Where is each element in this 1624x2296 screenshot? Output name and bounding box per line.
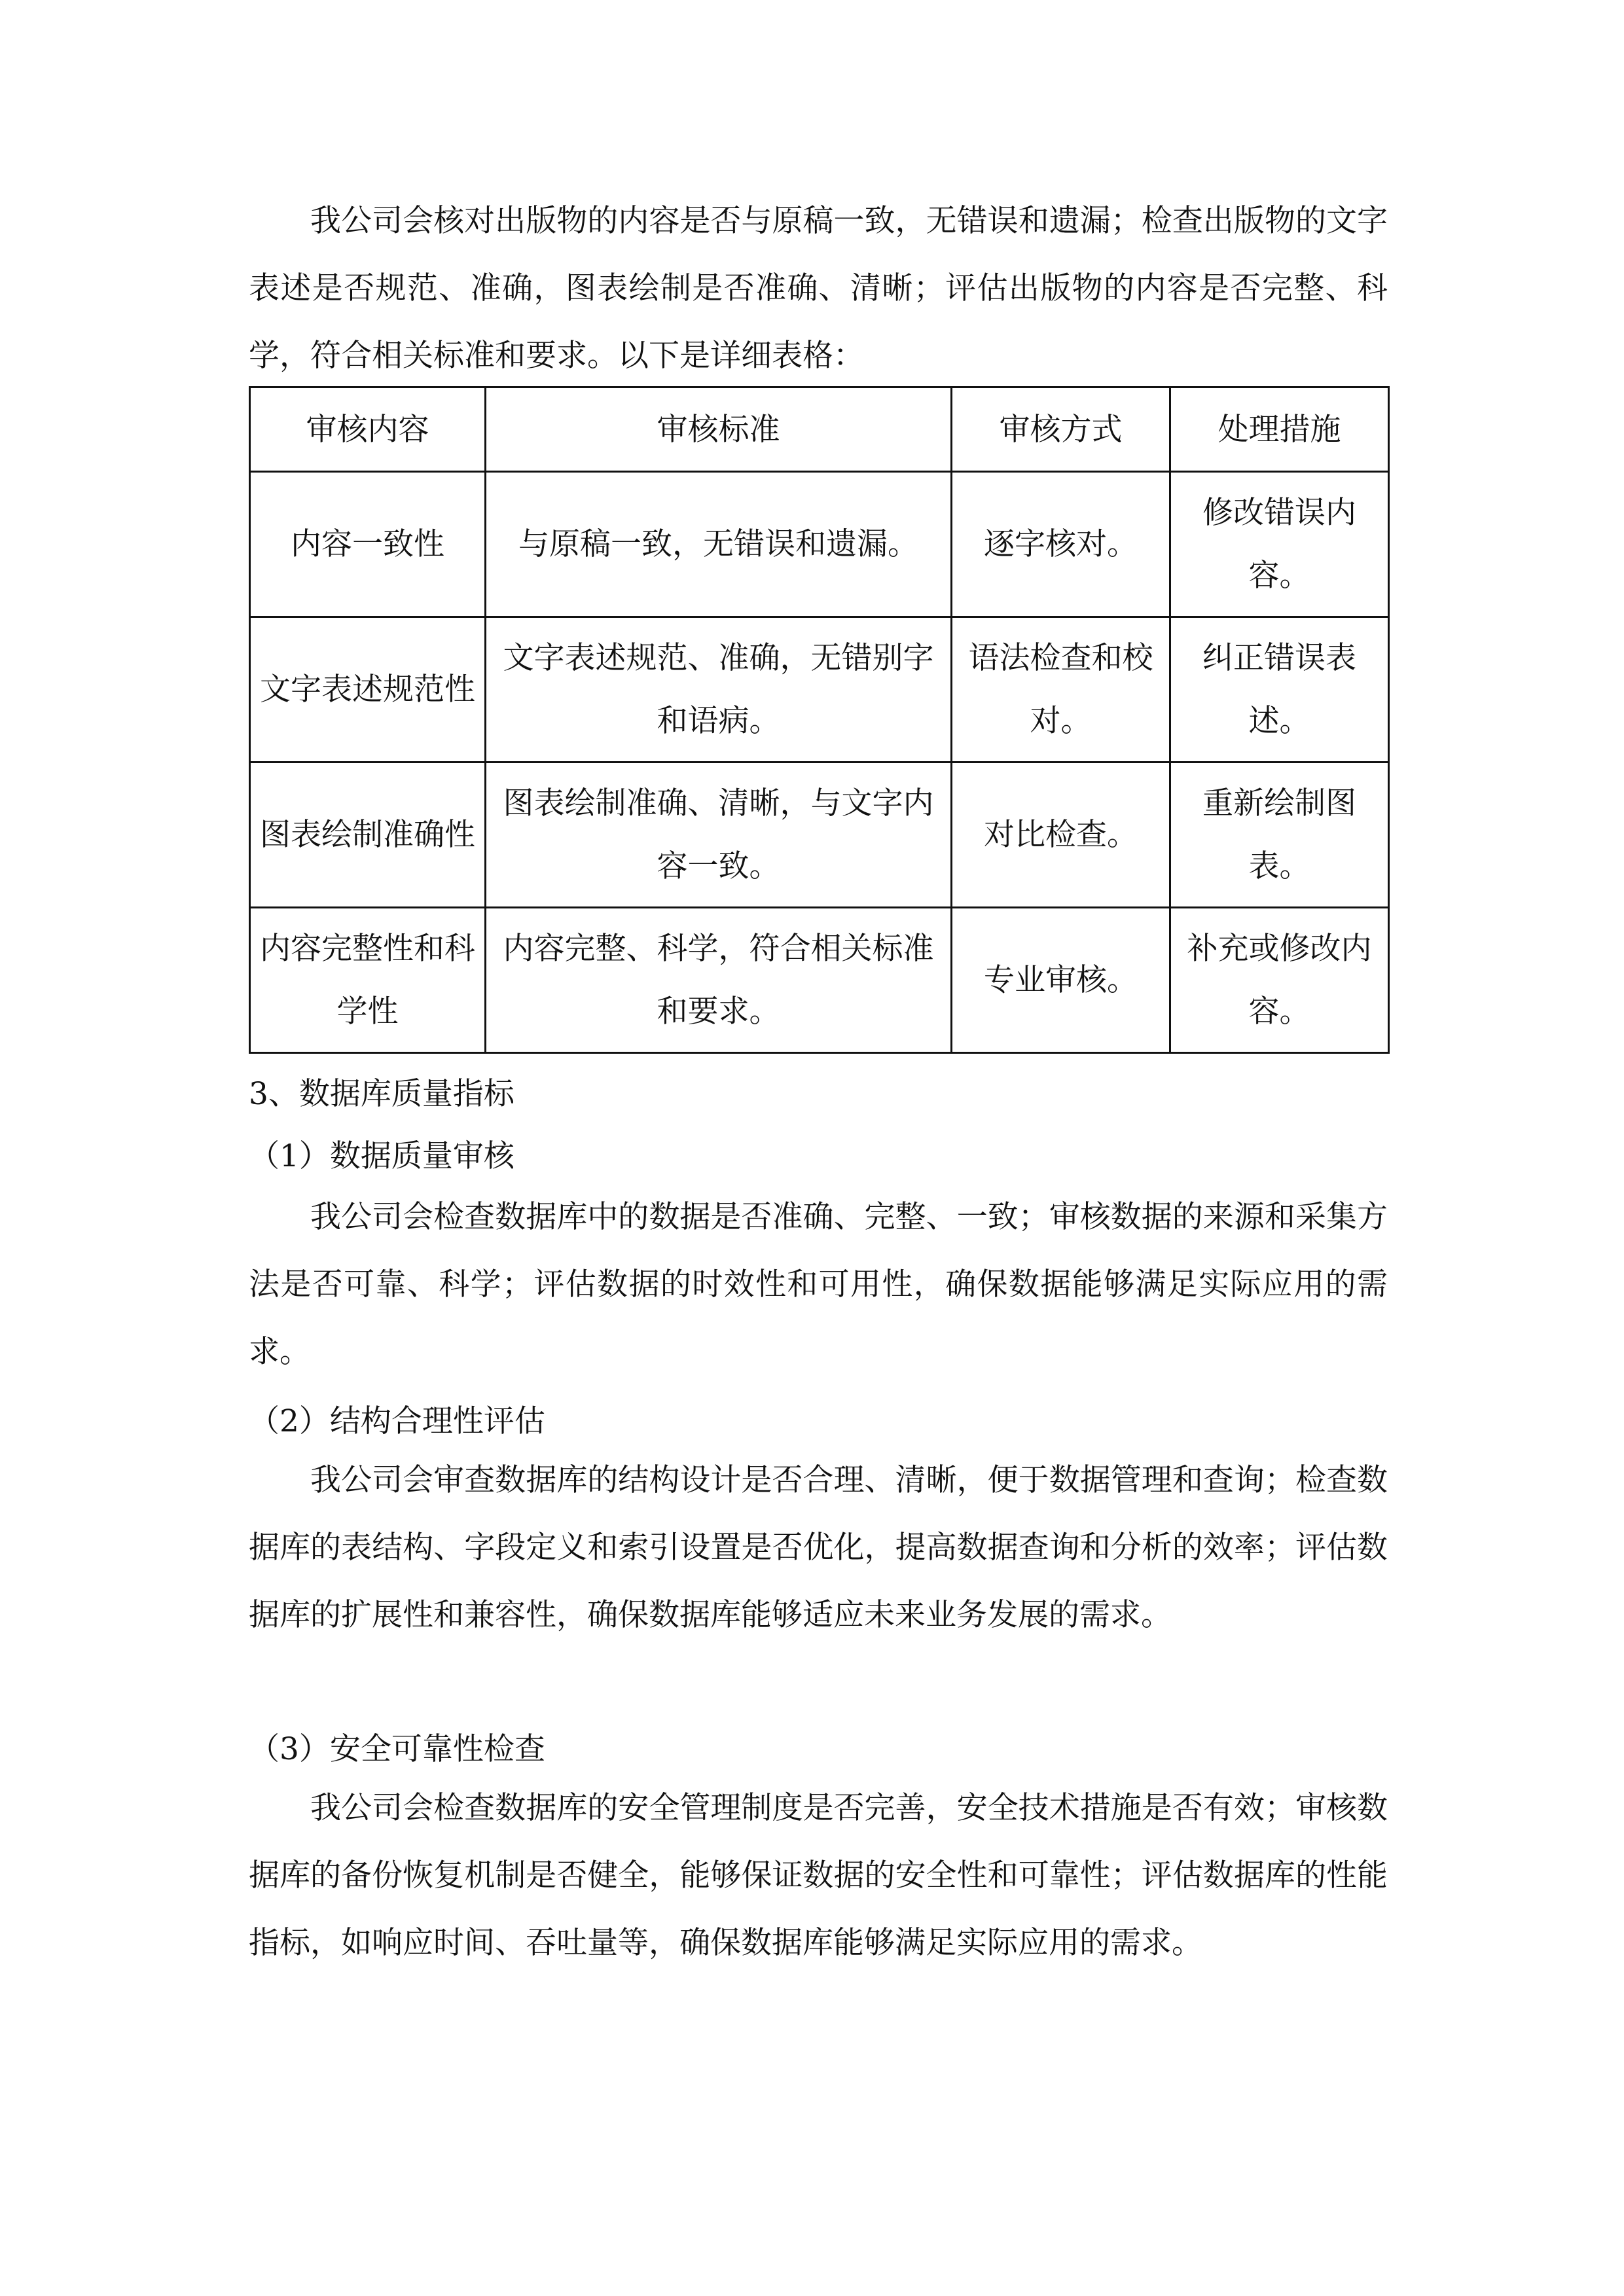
table-row: [250, 472, 1389, 617]
table-header-row: [250, 387, 1389, 472]
table-cell: 与原稿一致，无错误和遗漏。: [486, 472, 952, 617]
paragraph: 我公司会检查数据库的安全管理制度是否完善，安全技术措施是否有效；审核数据库的备份恢复机制是否健全，能够保证数据的安全性和可靠性；评估数据库的性能指标，如响应时间、吞吐量等，确保数据库能够满足实际应用的需求。: [249, 1790, 1388, 1961]
table-cell: 内容一致性: [250, 472, 486, 617]
table-cell: 图表绘制准确、清晰，与文字内容一致。: [486, 762, 952, 908]
table-header-cell: 审核内容: [250, 387, 486, 472]
table-cell: 纠正错误表述。: [1170, 617, 1389, 762]
subsection-title: （3）安全可靠性检查: [249, 1731, 545, 1767]
table-cell: 逐字核对。: [952, 472, 1170, 617]
table-header-cell: 审核方式: [952, 387, 1170, 472]
table-cell: 重新绘制图表。: [1170, 762, 1389, 908]
table-header-cell: 审核标准: [486, 387, 952, 472]
paragraph: 我公司会审查数据库的结构设计是否合理、清晰，便于数据管理和查询；检查数据库的表结构、字段定义和索引设置是否优化，提高数据查询和分析的效率；评估数据库的扩展性和兼容性，确保数据库能够适应未来业务发展的需求。: [249, 1462, 1388, 1633]
table-cell: 专业审核。: [952, 908, 1170, 1053]
review-table: [249, 386, 1390, 1054]
table-cell: 文字表述规范性: [250, 617, 486, 762]
table-cell: 补充或修改内容。: [1170, 908, 1389, 1053]
table-cell: 修改错误内容。: [1170, 472, 1389, 617]
table-cell: 对比检查。: [952, 762, 1170, 908]
paragraph: 我公司会检查数据库中的数据是否准确、完整、一致；审核数据的来源和采集方法是否可靠、科学；评估数据的时效性和可用性，确保数据能够满足实际应用的需求。: [249, 1199, 1388, 1370]
table-cell: 内容完整性和科学性: [250, 908, 486, 1053]
subsection-title: （2）结构合理性评估: [249, 1403, 545, 1439]
table-row: [250, 617, 1389, 762]
subsection-title: （1）数据质量审核: [249, 1138, 514, 1174]
table-header-cell: 处理措施: [1170, 387, 1389, 472]
table-row: [250, 908, 1389, 1053]
table-cell: 语法检查和校对。: [952, 617, 1170, 762]
table-cell: 文字表述规范、准确，无错别字和语病。: [486, 617, 952, 762]
table-row: [250, 762, 1389, 908]
section-title: 3、数据库质量指标: [249, 1076, 514, 1112]
intro-paragraph: 我公司会核对出版物的内容是否与原稿一致，无错误和遗漏；检查出版物的文字表述是否规范、准确，图表绘制是否准确、清晰；评估出版物的内容是否完整、科学，符合相关标准和要求。以下是详细表格：: [249, 203, 1388, 374]
table-cell: 内容完整、科学，符合相关标准和要求。: [486, 908, 952, 1053]
table-cell: 图表绘制准确性: [250, 762, 486, 908]
